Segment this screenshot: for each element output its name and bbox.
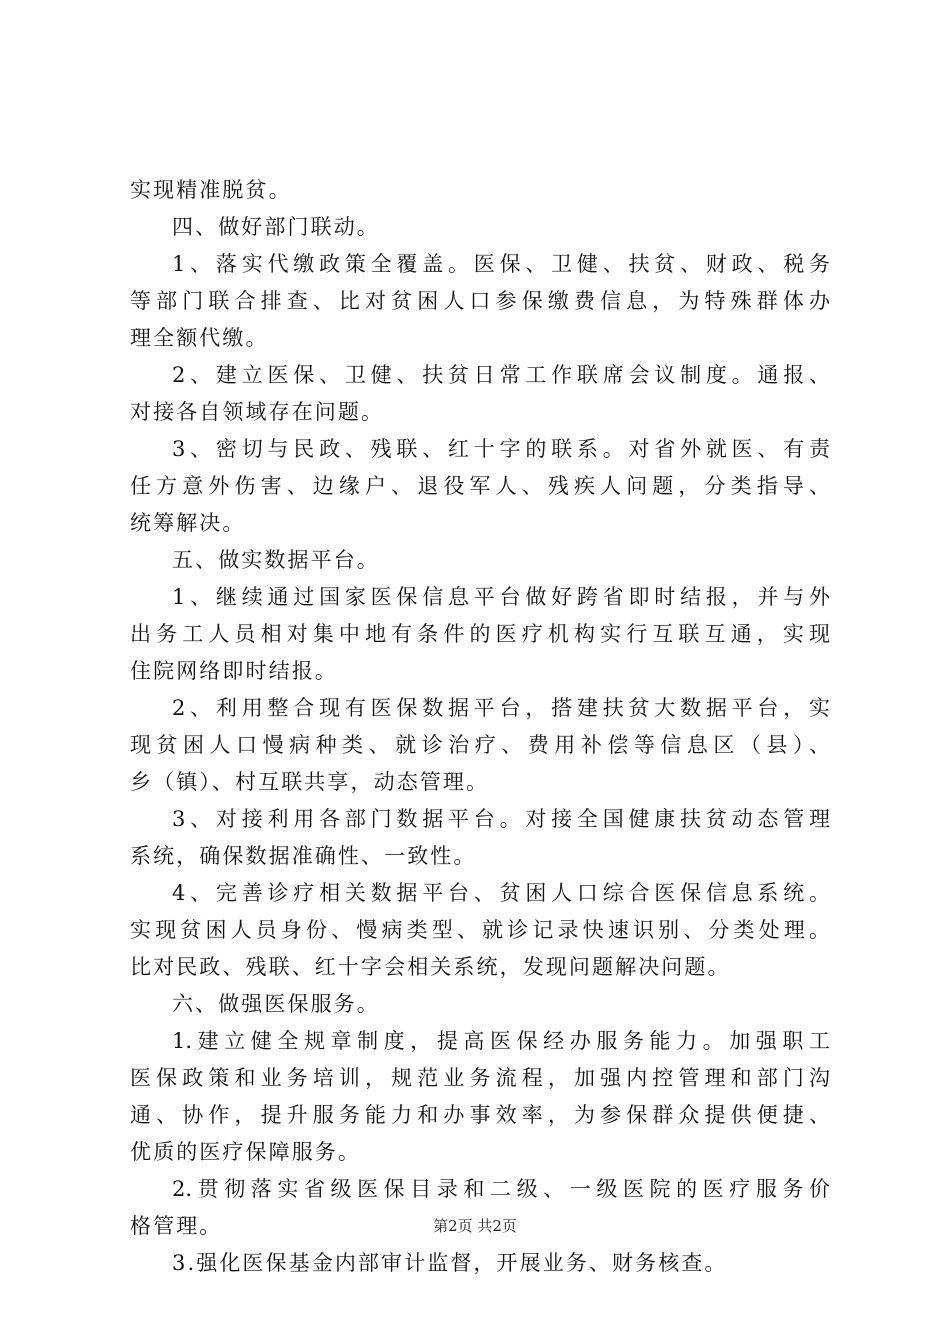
paragraph-line: 3、对接利用各部门数据平台。对接全国健康扶贫动态管理 (172, 807, 830, 831)
paragraph-line: 1、继续通过国家医保信息平台做好跨省即时结报，并与外 (172, 585, 830, 609)
paragraph-line: 住院网络即时结报。 (130, 659, 338, 683)
paragraph-line: 五、做实数据平台。 (172, 548, 380, 572)
paragraph-line: 1、落实代缴政策全覆盖。医保、卫健、扶贫、财政、税务 (172, 252, 830, 276)
paragraph-line: 1.建立健全规章制度，提高医保经办服务能力。加强职工 (172, 1029, 830, 1053)
paragraph-line: 2、建立医保、卫健、扶贫日常工作联席会议制度。通报、 (172, 363, 830, 387)
paragraph-line: 六、做强医保服务。 (172, 992, 380, 1016)
paragraph-line: 医保政策和业务培训，规范业务流程，加强内控管理和部门沟 (130, 1066, 830, 1090)
paragraph-line: 2.贯彻落实省级医保目录和二级、一级医院的医疗服务价 (172, 1177, 830, 1201)
paragraph-line: 统筹解决。 (130, 511, 246, 535)
document-body (130, 172, 830, 1282)
paragraph-line: 等部门联合排查、比对贫困人口参保缴费信息，为特殊群体办 (130, 289, 830, 313)
paragraph-line: 比对民政、残联、红十字会相关系统，发现问题解决问题。 (130, 955, 731, 979)
paragraph-line: 格管理。 (130, 1214, 223, 1238)
page-footer: 第2页 共2页 (433, 1217, 517, 1235)
paragraph-line: 3、密切与民政、残联、红十字的联系。对省外就医、有责 (172, 437, 830, 461)
paragraph-line: 通、协作，提升服务能力和办事效率，为参保群众提供便捷、 (130, 1103, 830, 1127)
paragraph-line: 4、完善诊疗相关数据平台、贫困人口综合医保信息系统。 (172, 881, 830, 905)
paragraph-line: 现贫困人口慢病种类、就诊治疗、费用补偿等信息区（县）、 (130, 733, 830, 757)
paragraph-line: 2、利用整合现有医保数据平台，搭建扶贫大数据平台，实 (172, 696, 830, 720)
paragraph-line: 实现精准脱贫。 (130, 178, 292, 202)
paragraph-line: 优质的医疗保障服务。 (130, 1140, 361, 1164)
paragraph-line: 对接各自领域存在问题。 (130, 400, 385, 424)
paragraph-line: 实现贫困人员身份、慢病类型、就诊记录快速识别、分类处理。 (130, 918, 830, 942)
paragraph-line: 四、做好部门联动。 (172, 215, 380, 239)
paragraph-line: 出务工人员相对集中地有条件的医疗机构实行互联互通，实现 (130, 622, 830, 646)
paragraph-line: 乡（镇）、村互联共享，动态管理。 (130, 770, 490, 794)
paragraph-line: 理全额代缴。 (130, 326, 269, 350)
paragraph-line: 3.强化医保基金内部审计监督，开展业务、财务核查。 (172, 1251, 728, 1275)
paragraph-line: 系统，确保数据准确性、一致性。 (130, 844, 477, 868)
paragraph-line: 任方意外伤害、边缘户、退役军人、残疾人问题，分类指导、 (130, 474, 830, 498)
